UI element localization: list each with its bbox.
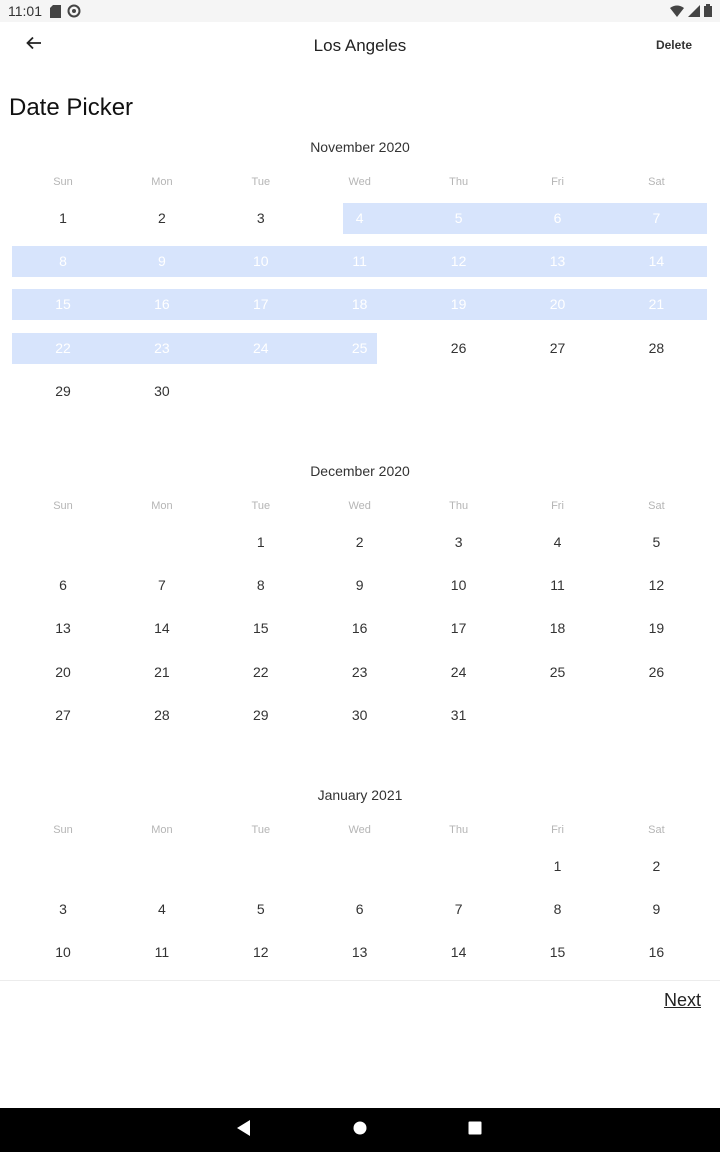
calendar-list[interactable] bbox=[0, 130, 720, 980]
app-bar bbox=[0, 22, 720, 70]
day-cell[interactable]: 23 bbox=[351, 663, 368, 680]
weekday-label: Fri bbox=[551, 824, 564, 836]
day-cell[interactable]: 3 bbox=[454, 534, 463, 550]
day-cell[interactable]: 17 bbox=[450, 620, 467, 637]
day-cell[interactable]: 15 bbox=[253, 620, 269, 637]
weekday-label: Sat bbox=[648, 176, 665, 188]
weekday-label: Mon bbox=[151, 500, 173, 512]
day-cell[interactable]: 18 bbox=[549, 620, 566, 637]
app-title: Los Angeles bbox=[313, 36, 407, 55]
day-cell[interactable]: 27 bbox=[55, 706, 71, 723]
day-cell[interactable]: 8 bbox=[553, 901, 562, 918]
weekday-label: Thu bbox=[449, 176, 469, 188]
signal-icon bbox=[688, 4, 700, 22]
day-cell[interactable]: 24 bbox=[450, 663, 467, 680]
day-cell[interactable]: 1 bbox=[59, 210, 67, 226]
circle-home-icon bbox=[353, 1121, 367, 1140]
weekday-label: Thu bbox=[449, 824, 469, 836]
month-section bbox=[0, 130, 720, 454]
day-cell[interactable]: 28 bbox=[154, 706, 170, 723]
day-cell[interactable]: 9 bbox=[355, 577, 364, 594]
weekday-label: Mon bbox=[151, 176, 173, 188]
day-cell-selected[interactable]: 4 bbox=[355, 210, 364, 226]
day-cell[interactable]: 22 bbox=[253, 663, 269, 680]
day-cell[interactable]: 3 bbox=[59, 901, 67, 918]
weekday-label: Wed bbox=[348, 176, 371, 188]
weekday-label: Mon bbox=[151, 824, 173, 836]
day-cell[interactable]: 19 bbox=[648, 620, 665, 637]
page-title: Date Picker bbox=[9, 94, 134, 121]
day-cell[interactable]: 1 bbox=[256, 534, 265, 550]
day-cell[interactable]: 7 bbox=[157, 577, 166, 594]
day-cell[interactable]: 25 bbox=[549, 663, 566, 680]
day-cell-selected[interactable]: 9 bbox=[157, 253, 166, 270]
nav-home-button[interactable] bbox=[351, 1121, 369, 1139]
day-cell[interactable]: 4 bbox=[553, 534, 562, 550]
day-cell-selected[interactable]: 10 bbox=[253, 253, 269, 270]
day-cell[interactable]: 2 bbox=[652, 858, 661, 874]
day-cell[interactable]: 5 bbox=[256, 901, 265, 918]
weekday-label: Sun bbox=[53, 500, 73, 512]
day-cell[interactable]: 3 bbox=[256, 210, 265, 226]
day-cell[interactable]: 29 bbox=[253, 706, 269, 723]
day-cell[interactable]: 30 bbox=[351, 706, 368, 723]
wifi-icon bbox=[670, 4, 684, 22]
nav-recents-button[interactable] bbox=[466, 1121, 484, 1139]
weekday-label: Tue bbox=[251, 500, 271, 512]
day-cell[interactable]: 2 bbox=[157, 210, 166, 226]
weekday-label: Sun bbox=[53, 824, 73, 836]
day-cell[interactable]: 26 bbox=[648, 663, 665, 680]
day-cell-selected[interactable]: 11 bbox=[352, 253, 367, 270]
day-cell[interactable]: 6 bbox=[59, 577, 67, 594]
weekday-label: Sat bbox=[648, 500, 665, 512]
day-cell[interactable]: 13 bbox=[351, 944, 368, 961]
nav-back-button[interactable] bbox=[235, 1121, 253, 1139]
day-cell-selected[interactable]: 22 bbox=[55, 339, 71, 356]
weekday-label: Fri bbox=[551, 500, 564, 512]
day-cell-selected[interactable]: 13 bbox=[549, 253, 566, 270]
sd-card-icon bbox=[50, 5, 61, 23]
weekday-label: Fri bbox=[551, 176, 564, 188]
day-cell[interactable]: 11 bbox=[550, 577, 565, 594]
status-time: 11:01 bbox=[8, 3, 42, 19]
day-cell[interactable]: 12 bbox=[253, 944, 269, 961]
day-cell[interactable]: 5 bbox=[652, 534, 661, 550]
day-cell[interactable]: 21 bbox=[154, 663, 170, 680]
day-cell-selected[interactable]: 14 bbox=[648, 253, 665, 270]
day-cell[interactable]: 10 bbox=[55, 944, 71, 961]
day-cell[interactable]: 10 bbox=[450, 577, 467, 594]
day-cell[interactable]: 6 bbox=[355, 901, 364, 918]
day-cell[interactable]: 11 bbox=[154, 944, 170, 961]
day-cell[interactable]: 30 bbox=[154, 382, 170, 399]
day-cell[interactable]: 31 bbox=[450, 706, 467, 723]
month-title: November 2020 bbox=[310, 139, 410, 155]
month-section bbox=[0, 778, 720, 980]
day-cell[interactable]: 16 bbox=[648, 944, 665, 961]
day-cell-selected[interactable]: 15 bbox=[55, 296, 71, 313]
day-cell[interactable]: 16 bbox=[351, 620, 368, 637]
day-cell[interactable]: 8 bbox=[256, 577, 265, 594]
status-bar bbox=[0, 0, 720, 22]
weekday-label: Tue bbox=[251, 176, 271, 188]
day-cell[interactable]: 9 bbox=[652, 901, 661, 918]
triangle-back-icon bbox=[237, 1120, 251, 1141]
day-cell[interactable]: 26 bbox=[450, 339, 467, 356]
day-cell-selected[interactable]: 5 bbox=[454, 210, 463, 226]
day-cell[interactable]: 27 bbox=[549, 339, 566, 356]
day-cell[interactable]: 14 bbox=[154, 620, 170, 637]
weekday-label: Tue bbox=[251, 824, 271, 836]
day-cell-selected[interactable]: 6 bbox=[553, 210, 562, 226]
day-cell[interactable]: 2 bbox=[355, 534, 364, 550]
month-title: January 2021 bbox=[317, 787, 403, 803]
day-cell-selected[interactable]: 18 bbox=[351, 296, 368, 313]
weekday-label: Wed bbox=[348, 824, 371, 836]
day-cell[interactable]: 1 bbox=[553, 858, 562, 874]
day-cell[interactable]: 12 bbox=[648, 577, 665, 594]
delete-button[interactable]: Delete bbox=[655, 38, 692, 52]
day-cell-selected[interactable]: 12 bbox=[450, 253, 467, 270]
day-cell[interactable]: 15 bbox=[549, 944, 566, 961]
divider bbox=[0, 980, 720, 981]
month-title: December 2020 bbox=[310, 463, 410, 479]
day-cell[interactable]: 20 bbox=[55, 663, 71, 680]
day-cell[interactable]: 29 bbox=[55, 382, 71, 399]
weekday-label: Thu bbox=[449, 500, 469, 512]
day-cell-selected[interactable]: 19 bbox=[450, 296, 467, 313]
next-button[interactable]: Next bbox=[663, 990, 701, 1010]
day-cell[interactable]: 28 bbox=[648, 339, 665, 356]
day-cell[interactable]: 13 bbox=[55, 620, 71, 637]
day-cell-selected[interactable]: 16 bbox=[154, 296, 170, 313]
day-cell-selected[interactable]: 23 bbox=[154, 339, 170, 356]
square-recents-icon bbox=[468, 1121, 482, 1140]
weekday-label: Sun bbox=[53, 176, 73, 188]
navigation-bar bbox=[0, 1108, 720, 1152]
weekday-label: Wed bbox=[348, 500, 371, 512]
day-cell[interactable]: 14 bbox=[450, 944, 467, 961]
weekday-label: Sat bbox=[648, 824, 665, 836]
month-section bbox=[0, 454, 720, 778]
day-cell[interactable]: 7 bbox=[454, 901, 463, 918]
day-cell-selected[interactable]: 20 bbox=[549, 296, 566, 313]
day-cell-selected[interactable]: 17 bbox=[253, 296, 269, 313]
day-cell-selected[interactable]: 21 bbox=[648, 296, 665, 313]
day-cell-selected[interactable]: 24 bbox=[253, 339, 269, 356]
battery-icon bbox=[704, 4, 712, 22]
day-cell-selected[interactable]: 8 bbox=[59, 253, 67, 270]
day-cell-selected[interactable]: 7 bbox=[652, 210, 661, 226]
day-cell-selected[interactable]: 25 bbox=[351, 339, 368, 356]
day-cell[interactable]: 4 bbox=[157, 901, 166, 918]
sync-icon bbox=[67, 4, 81, 23]
